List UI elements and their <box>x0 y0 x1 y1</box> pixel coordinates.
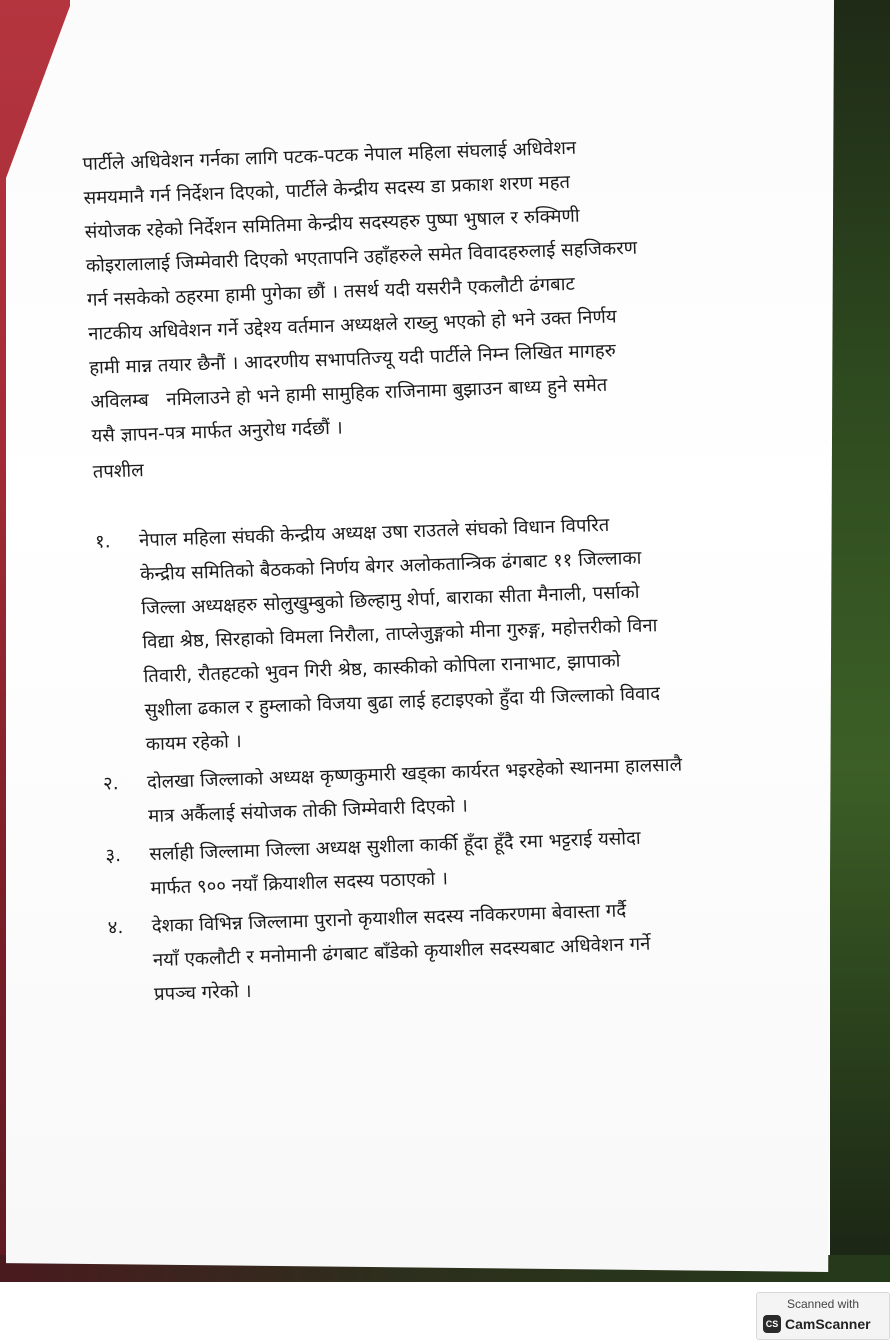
item-text <box>151 890 760 1012</box>
item-line: मार्फत ९०० नयाँ क्रियाशील सदस्य पठाएको । <box>150 868 449 900</box>
intro-line: यसै ज्ञापन-पत्र मार्फत अनुरोध गर्दछौं । <box>91 417 344 447</box>
watermark-brand: CamScanner <box>785 1316 871 1332</box>
item-line: केन्द्रीय समितिको बैठकको निर्णय बेगर अलोकतान्त्रिक ढंगबाट ११ जिल्लाका <box>139 547 642 586</box>
intro-line: संयोजक रहेको निर्देशन समितिमा केन्द्रीय सदस्यहरु पुष्पा भुषाल र रुक्मिणी <box>84 205 580 243</box>
item-text <box>139 504 753 762</box>
item-number: ३. <box>105 845 122 867</box>
section-heading: तपशील <box>92 460 145 483</box>
intro-paragraph <box>82 126 742 453</box>
intro-line: पार्टीले अधिवेशन गर्नका लागि पटक-पटक नेपाल महिला संघलाई अधिवेशन <box>82 137 577 175</box>
item-line: प्रपञ्च गरेको । <box>153 980 252 1006</box>
memorandum-text <box>82 126 760 1017</box>
item-line: नयाँ एकलौटी र मनोमानी ढंगबाट बाँडेको कृयाशील सदस्यबाट अधिवेशन गर्ने <box>152 933 651 972</box>
intro-line: गर्न नसकेको ठहरमा हामी पुगेका छौं । तसर्थ यदी यसरीनै एकलौटी ढंगबाट <box>86 273 576 311</box>
intro-line: समयमानै गर्न निर्देशन दिएको, पार्टीले केन्द्रीय सदस्य डा प्रकाश शरण महत <box>83 171 571 209</box>
item-line: जिल्ला अध्यक्षहरु सोलुखुम्बुको छिल्हामु शेर्पा, बाराका सीता मैनाली, पर्साको <box>140 581 640 620</box>
grass-background <box>830 0 890 1280</box>
item-line: सुशीला ढकाल र हुम्लाको विजया बुढा लाई हटाइएको हुँदा यी जिल्लाको विवाद <box>144 683 661 722</box>
intro-line: नाटकीय अधिवेशन गर्ने उद्देश्य वर्तमान अध्यक्षले राख्नु भएको हो भने उक्त निर्णय <box>87 306 617 345</box>
item-line: तिवारी, रौतहटको भुवन गिरी श्रेष्ठ, कास्कीको कोपिला रानाभाट, झापाको <box>143 650 621 688</box>
camscanner-watermark <box>756 1292 890 1340</box>
item-line: देशका विभिन्न जिल्लामा पुरानो कृयाशील सदस्य नविकरणमा बेवास्ता गर्दै <box>151 900 627 938</box>
list-item <box>107 890 760 1013</box>
item-line: सर्लाही जिल्लामा जिल्ला अध्यक्ष सुशीला कार्की हूँदा हूँदै रमा भट्टराई यसोदा <box>149 827 641 866</box>
camscanner-logo-icon: CS <box>763 1315 781 1333</box>
intro-line: हामी मान्न तयार छैनौं । आदरणीय सभापतिज्यू यदी पार्टीले निम्न लिखित मागहरु <box>88 340 617 379</box>
item-line: नेपाल महिला संघकी केन्द्रीय अध्यक्ष उषा राउतले संघको विधान विपरित <box>138 514 610 552</box>
intro-line: अविलम्ब नमिलाउने हो भने हामी सामुहिक राजिनामा बुझाउन बाध्य हुने समेत <box>90 374 608 413</box>
intro-line: कोइरालालाई जिम्मेवारी दिएको भएतापनि उहाँहरुले समेत विवादहरुलाई सहजिकरण <box>85 237 638 277</box>
item-number: १. <box>94 531 111 553</box>
watermark-caption: Scanned with <box>786 1297 860 1311</box>
item-line: मात्र अर्कैलाई संयोजक तोकी जिम्मेवारी दिएको । <box>147 795 469 828</box>
item-line: विद्या श्रेष्ठ, सिरहाको विमला निरौला, ताप्लेजुङ्गको मीना गुरुङ्ग, महोत्तरीको विना <box>142 615 658 654</box>
item-line: दोलखा जिल्लाको अध्यक्ष कृष्णकुमारी खड्का कार्यरत भइरहेको स्थानमा हालसालै <box>146 754 683 794</box>
item-number: ४. <box>107 917 124 939</box>
item-number: २. <box>102 773 119 795</box>
list-item <box>95 504 753 763</box>
demand-list <box>95 504 761 1013</box>
item-line: कायम रहेको । <box>145 731 243 756</box>
